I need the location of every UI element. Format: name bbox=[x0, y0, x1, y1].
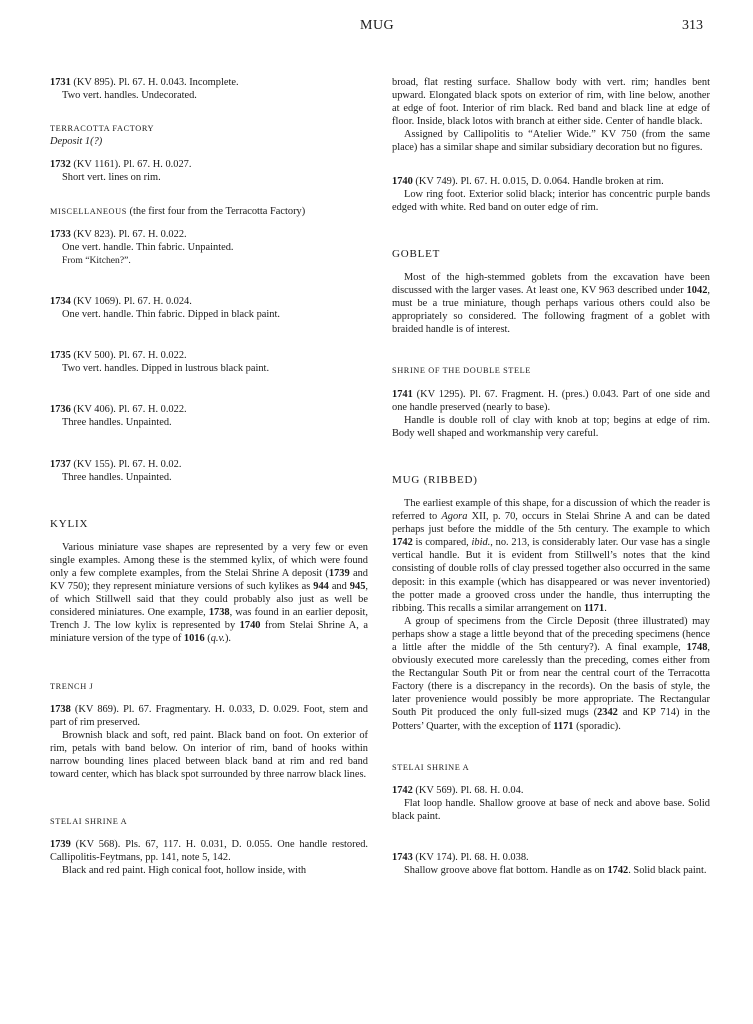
entry-meta: (KV 569). Pl. 68. H. 0.04. bbox=[412, 784, 524, 796]
running-title: MUG bbox=[360, 18, 395, 33]
entry-meta: (KV 1069). Pl. 67. H. 0.024. bbox=[70, 295, 192, 307]
mug-paragraph-1: The earliest example of this shape, for a discussion of which the reader is referred to Agora XII, p. 70, occurs in Stelai Shrine A and can be dated perhaps just before the middle of the 5th century. The example to which 1742 is compared, ibid., no. 213, is considerably later. Our vase has a single vertical handle. But it is evident from Stillwell’s notes that the kind consisting of double rolls of clay pressed together also occurred in the same deposit: in this example (which has disappeared or was never inventoried) the potter made a grooved cross under the handle, thus interrupting the ribbing. This recalls a similar arrangement on 1171. bbox=[392, 497, 710, 614]
entry-number: 1734 bbox=[50, 295, 71, 307]
entry-number: 1743 bbox=[392, 852, 413, 864]
entry-description: One vert. handle. Thin fabric. Dipped in black paint. bbox=[62, 309, 280, 321]
goblet-paragraph: Most of the high-stemmed goblets from the excavation have been discussed with the larger vases. At least one, KV 963 described under 1042, must be a true miniature, though perhaps various others could also be appropriately so considered. The following fragment of a goblet with braided handle is of interest. bbox=[392, 271, 710, 336]
entry-number: 1731 bbox=[50, 77, 71, 88]
subsection-heading-terracotta-factory: TERRACOTTA FACTORY bbox=[50, 124, 155, 134]
section-heading-kylix: KYLIX bbox=[50, 517, 89, 530]
entry-meta: (KV 749). Pl. 67. H. 0.015, D. 0.064. Handle broken at rim. bbox=[412, 175, 664, 187]
catalog-entry-1743 bbox=[392, 851, 710, 877]
entry-description: Three handles. Unpainted. bbox=[62, 417, 172, 429]
entry-description: Two vert. handles. Undecorated. bbox=[62, 90, 197, 102]
entry-provenance: From “Kitchen?”. bbox=[62, 254, 131, 266]
catalog-entry-1740 bbox=[392, 175, 710, 214]
catalog-entry-1738 bbox=[50, 703, 368, 782]
running-header bbox=[0, 18, 753, 42]
entry-description: Short vert. lines on rim. bbox=[62, 172, 161, 184]
left-column bbox=[50, 76, 368, 878]
entry-description: Black and red paint. High conical foot, hollow inside, with bbox=[62, 865, 307, 877]
mug-paragraph-2: A group of specimens from the Circle Deposit (three illustrated) may perhaps show a stage a little beyond that of the preceding specimens (hence a little after the middle of the 5th century?). A final example, 1748, obviously executed more carelessly than the preceding, comes either from the Rectangular South Pit or from near the central court of the Terracotta Factory (there is a discrepancy in the records). On the basis of style, the later provenience would possibly be more appropriate. The Rectangular South Pit produced the only full-sized mugs (2342 and KP 714) in the Potters’ Quarter, with the exception of 1171 (sporadic). bbox=[392, 615, 710, 732]
catalog-entry-1736 bbox=[50, 403, 368, 429]
entry-number: 1732 bbox=[50, 159, 71, 171]
entry-description: Flat loop handle. Shallow groove at base of neck and above base. Solid black paint. bbox=[392, 797, 710, 822]
section-heading-goblet: GOBLET bbox=[392, 247, 441, 260]
entry-meta: (KV 174). Pl. 68. H. 0.038. bbox=[412, 852, 529, 864]
entry-number: 1737 bbox=[50, 458, 71, 470]
subsection-heading-double-stele: SHRINE OF THE DOUBLE STELE bbox=[392, 366, 531, 376]
entry-number: 1740 bbox=[392, 175, 413, 187]
entry-number: 1736 bbox=[50, 404, 71, 416]
catalog-entry-1733 bbox=[50, 228, 368, 267]
entry-1739-continuation: broad, flat resting surface. Shallow body with vert. rim; handles bent upward. Elongated black spots on exterior of rim, with line below, another at edge of foot. Interior of rim black. Red band and black line at edge of floor. Inside, black lotos with branch at either side. Center of handle black. bbox=[392, 77, 710, 128]
entry-meta: (KV 1161). Pl. 67. H. 0.027. bbox=[70, 159, 192, 171]
entry-meta: (KV 823). Pl. 67. H. 0.022. bbox=[70, 228, 187, 240]
entry-description: Shallow groove above flat bottom. Handle as on 1742. Solid black paint. bbox=[404, 865, 707, 877]
deposit-label: Deposit 1(?) bbox=[50, 136, 103, 148]
entry-1739-attribution: Assigned by Callipolitis to “Atelier Wide.” KV 750 (from the same place) has a similar shape and similar subsidiary decoration but no figures. bbox=[392, 129, 710, 154]
catalog-entry-1731 bbox=[50, 76, 368, 102]
page-number: 313 bbox=[682, 18, 703, 33]
subsection-heading-trench-j: TRENCH J bbox=[50, 681, 94, 691]
misc-heading-note: (the first four from the Terracotta Factory) bbox=[126, 205, 306, 217]
subsection-heading-stelai-shrine-a: STELAI SHRINE A bbox=[50, 817, 128, 827]
entry-meta: (KV 869). Pl. 67. Fragmentary. H. 0.033, D. 0.029. Foot, stem and part of rim preserved. bbox=[50, 703, 368, 728]
entry-number: 1742 bbox=[392, 784, 413, 796]
misc-heading-label: MISCELLANEOUS bbox=[50, 206, 127, 216]
entry-meta: (KV 500). Pl. 67. H. 0.022. bbox=[70, 350, 187, 362]
entry-number: 1741 bbox=[392, 388, 413, 400]
right-column bbox=[392, 76, 710, 877]
entry-number: 1738 bbox=[50, 703, 71, 715]
entry-meta: (KV 895). Pl. 67. H. 0.043. Incomplete. bbox=[70, 77, 239, 88]
entry-description: Brownish black and soft, red paint. Black band on foot. On exterior of rim, petals with band below. On interior of rim, band of hooks within narrow bounding lines placed between black band at rim and red band toward center, which has black spot surrounded by three narrow black lines. bbox=[50, 729, 368, 781]
catalog-entry-1735 bbox=[50, 349, 368, 375]
section-heading-mug-ribbed: MUG (RIBBED) bbox=[392, 473, 478, 486]
catalog-entry-1734 bbox=[50, 295, 368, 321]
catalog-entry-1741 bbox=[392, 388, 710, 440]
entry-number: 1733 bbox=[50, 228, 71, 240]
entry-meta: (KV 1295). Pl. 67. Fragment. H. (pres.) 0.043. Part of one side and one handle preserved (nearly to base). bbox=[392, 388, 710, 413]
subsection-heading-miscellaneous bbox=[50, 205, 368, 218]
entry-description: Two vert. handles. Dipped in lustrous black paint. bbox=[62, 363, 270, 375]
entry-description: Three handles. Unpainted. bbox=[62, 471, 172, 483]
catalog-entry-1742 bbox=[392, 784, 710, 823]
subsection-heading-stelai-shrine-a-right: STELAI SHRINE A bbox=[392, 762, 470, 772]
entry-meta: (KV 406). Pl. 67. H. 0.022. bbox=[70, 404, 187, 416]
entry-meta: (KV 155). Pl. 67. H. 0.02. bbox=[70, 458, 182, 470]
entry-description: One vert. handle. Thin fabric. Unpainted. bbox=[62, 241, 234, 253]
catalog-entry-1732 bbox=[50, 158, 368, 184]
entry-description: Low ring foot. Exterior solid black; interior has concentric purple bands edged with white. Red band on outer edge of rim. bbox=[392, 188, 710, 213]
catalog-entry-1739 bbox=[50, 838, 368, 877]
entry-number: 1739 bbox=[50, 839, 71, 851]
entry-meta: (KV 568). Pls. 67, 117. H. 0.031, D. 0.055. One handle restored. Callipolitis-Feytmans, pp. 141, note 5, 142. bbox=[50, 839, 368, 864]
entry-description: Handle is double roll of clay with knob at top; begins at edge of rim. Body well shaped and workmanship very careful. bbox=[392, 414, 710, 439]
entry-number: 1735 bbox=[50, 350, 71, 362]
kylix-paragraph: Various miniature vase shapes are represented by a very few or even single examples. Among these is the stemmed kylix, of which were found only a few complete examples, from the Stelai Shrine A deposit (1739 and KV 750); they represent miniature versions of such kylikes as 944 and 945, of which Stillwell said that they could probably also just as well be considered miniatures. One example, 1738, was found in an earlier deposit, Trench J. The low kylix is represented by 1740 from Stelai Shrine A, a miniature version of the type of 1016 (q.v.). bbox=[50, 541, 369, 645]
catalog-entry-1737 bbox=[50, 458, 368, 484]
